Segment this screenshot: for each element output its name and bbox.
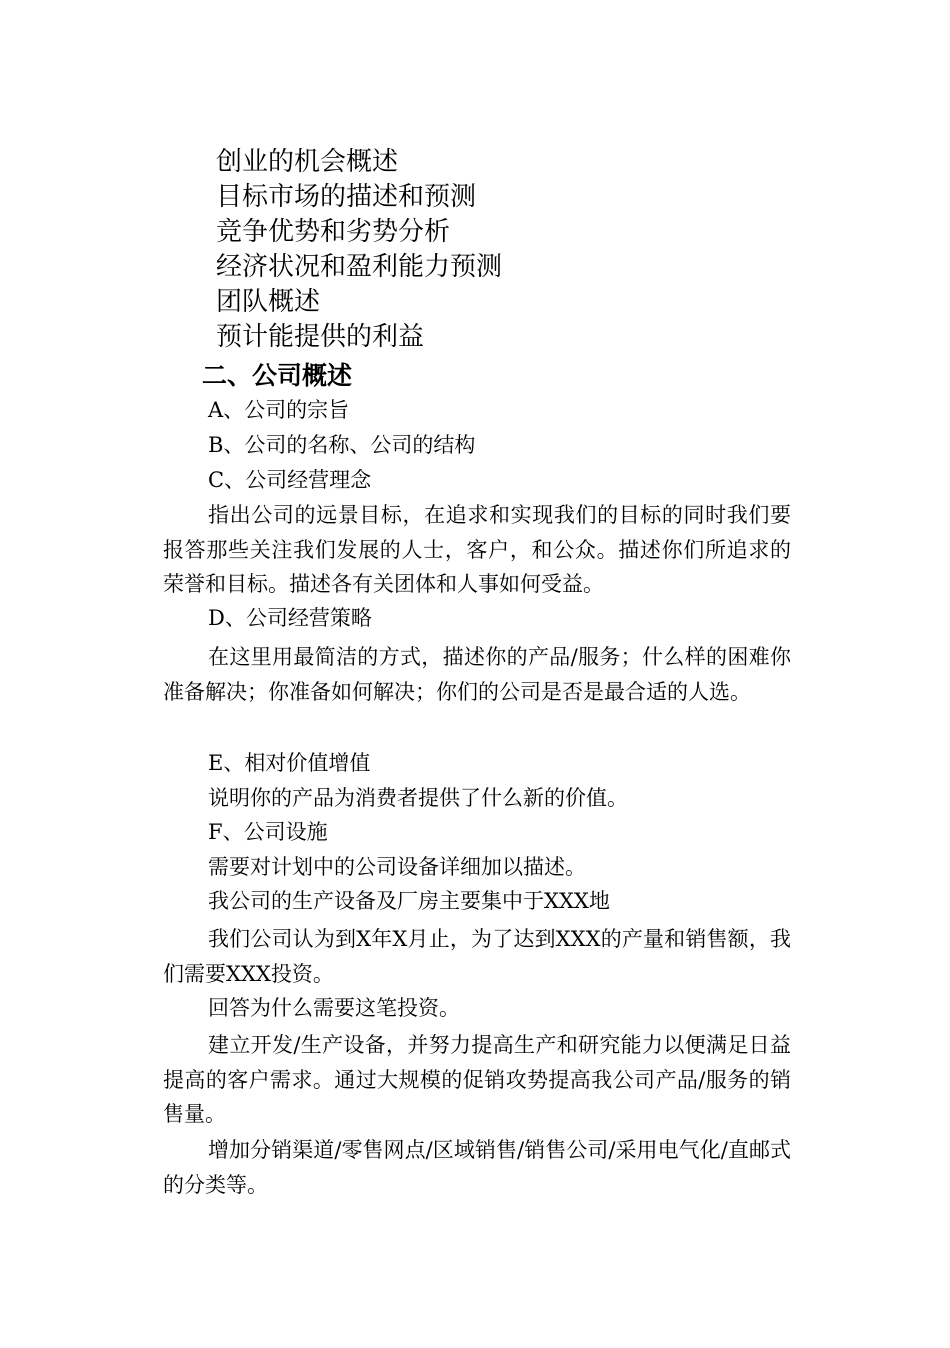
paragraph-f-equipment: 需要对计划中的公司设备详细加以描述。 bbox=[208, 855, 586, 879]
summary-item-target-market: 目标市场的描述和预测 bbox=[216, 182, 477, 212]
subheading-c: C、公司经营理念 bbox=[208, 468, 372, 492]
paragraph-d: 在这里用最简洁的方式，描述你的产品/服务；什么样的困难你准备解决；你准备如何解决；你们的公司是否是最合适的人选。 bbox=[163, 645, 791, 704]
section-heading: 二、公司概述 bbox=[202, 361, 353, 390]
subheading-d: D、公司经营策略 bbox=[208, 606, 372, 630]
subheading-b: B、公司的名称、公司的结构 bbox=[208, 433, 476, 457]
summary-item-economics: 经济状况和盈利能力预测 bbox=[216, 252, 503, 282]
paragraph-f-build: 建立开发/生产设备，并努力提高生产和研究能力以便满足日益提高的客户需求。通过大规模的促销攻势提高我公司产品/服务的销售量。 bbox=[163, 1033, 791, 1126]
summary-item-opportunity: 创业的机会概述 bbox=[216, 147, 399, 177]
paragraph-f-distribution: 增加分销渠道/零售网点/区域销售/销售公司/采用电气化/直邮式的分类等。 bbox=[163, 1138, 791, 1197]
paragraph-c: 指出公司的远景目标，在追求和实现我们的目标的同时我们要报答那些关注我们发展的人士，客户，和公众。描述你们所追求的荣誉和目标。描述各有关团体和人事如何受益。 bbox=[163, 503, 791, 596]
summary-item-team: 团队概述 bbox=[216, 287, 321, 317]
paragraph-f-location: 我公司的生产设备及厂房主要集中于XXX地 bbox=[208, 889, 610, 913]
paragraph-f-why: 回答为什么需要这笔投资。 bbox=[208, 996, 460, 1020]
subheading-e: E、相对价值增值 bbox=[208, 751, 371, 775]
paragraph-f-investment: 我们公司认为到X年X月止，为了达到XXX的产量和销售额，我们需要XXX投资。 bbox=[163, 927, 791, 986]
summary-item-competition: 竞争优势和劣势分析 bbox=[216, 217, 451, 247]
summary-item-benefits: 预计能提供的利益 bbox=[216, 322, 425, 352]
subheading-f: F、公司设施 bbox=[208, 820, 328, 844]
paragraph-e: 说明你的产品为消费者提供了什么新的价值。 bbox=[208, 786, 628, 810]
subheading-a: A、公司的宗旨 bbox=[208, 398, 350, 422]
